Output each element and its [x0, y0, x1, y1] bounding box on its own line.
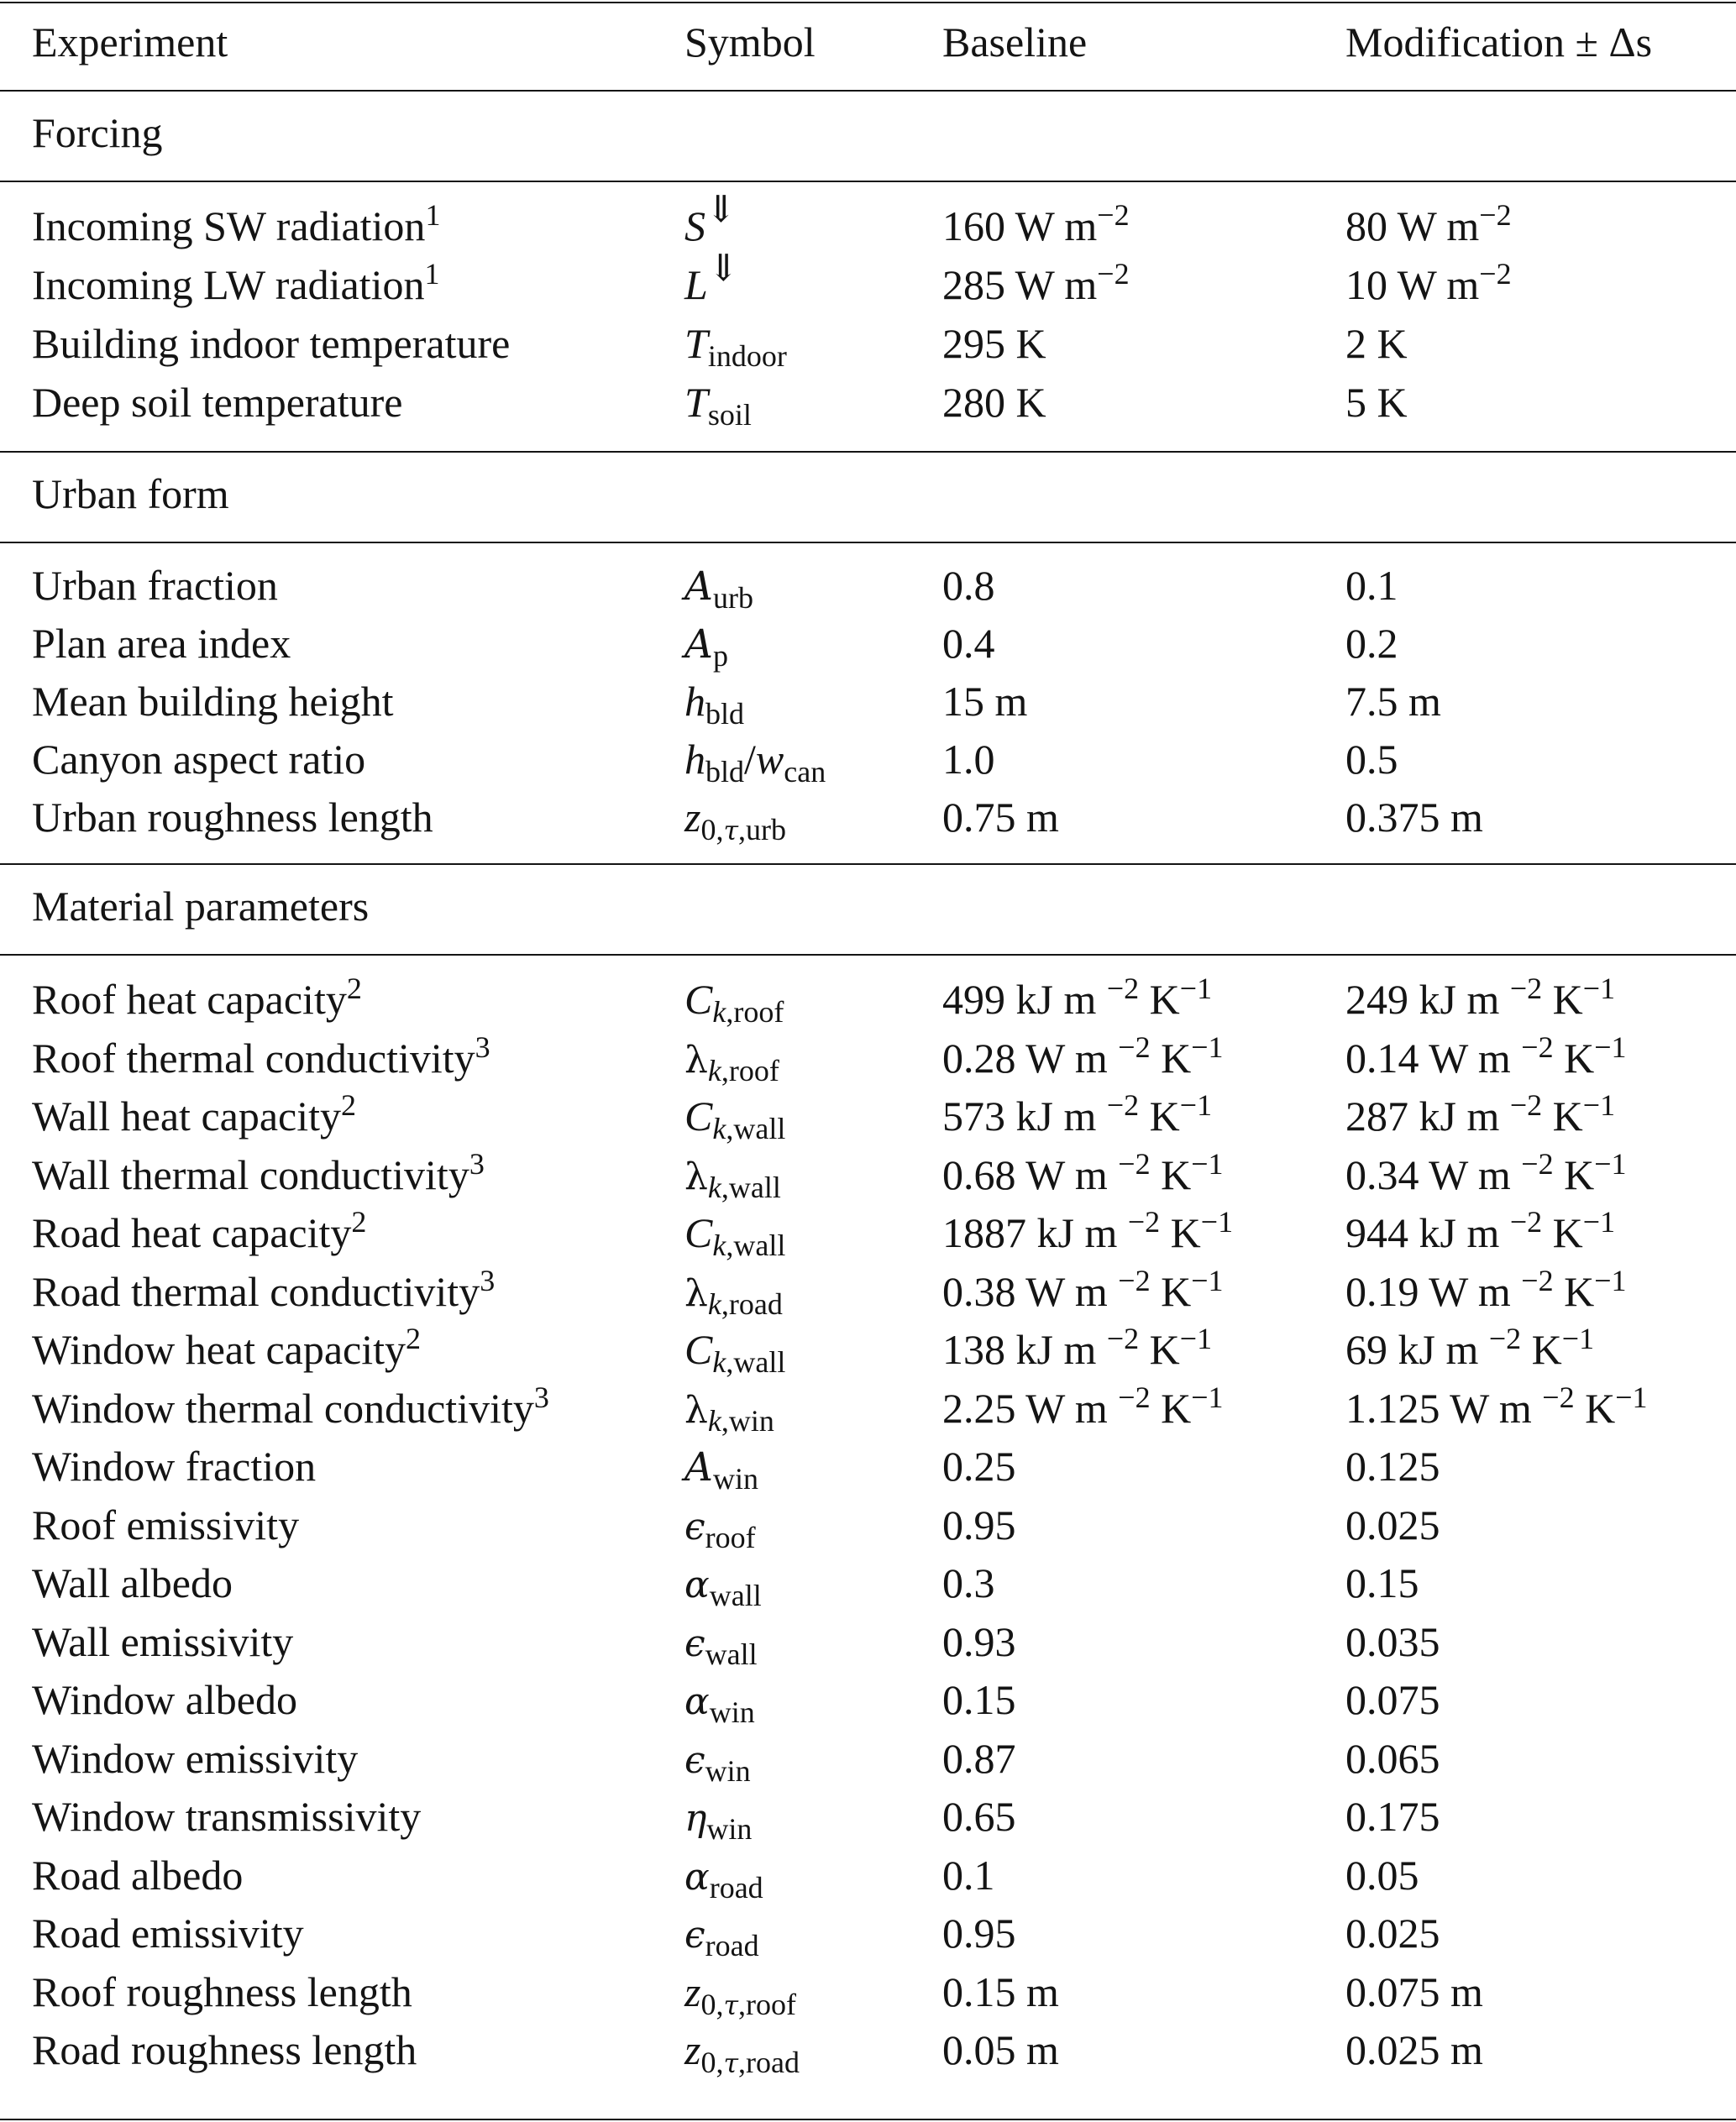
row-label: Window thermal conductivity$^3$	[32, 1380, 549, 1432]
row-baseline: 499 kJ m $^{-2}$ $K^{-1}$	[942, 972, 1213, 1023]
row-modification: 0.34 W m $^{-2}$ $K^{-1}$	[1345, 1146, 1627, 1198]
row-symbol: $z_{0,\tau,road}$	[684, 2026, 800, 2080]
row-baseline: 0.93	[942, 1617, 1016, 1665]
row-modification: 5 K	[1345, 379, 1408, 426]
section-title: Forcing	[32, 109, 163, 156]
row-baseline: 0.28 W m $^{-2}$ $K^{-1}$	[942, 1030, 1224, 1082]
row-modification: 1.125 W m $^{-2}$ $K^{-1}$	[1345, 1380, 1648, 1432]
row-symbol: $\eta_{win}$	[684, 1797, 753, 1847]
header-experiment: Experiment	[32, 18, 228, 65]
row-symbol: $z_{0,\tau,urb}$	[684, 794, 786, 847]
row-symbol: $\epsilon_{win}$	[684, 1738, 751, 1788]
section-rule	[0, 181, 1736, 182]
row-modification: 287 kJ m $^{-2}$ $K^{-1}$	[1345, 1088, 1616, 1140]
row-label: Road emissivity	[32, 1910, 304, 1957]
row-modification: 0.075 m	[1345, 1967, 1483, 2015]
row-symbol: $A_p$	[684, 621, 728, 673]
row-symbol: $\epsilon_{roof}$	[684, 1505, 756, 1554]
row-label: Wall thermal conductivity$^3$	[32, 1146, 485, 1198]
row-baseline: 0.65	[942, 1793, 1016, 1840]
row-baseline: 0.95	[942, 1910, 1016, 1957]
section-title: Material parameters	[32, 883, 370, 930]
row-baseline: 1.0	[942, 736, 995, 783]
row-modification: 249 kJ m $^{-2}$ $K^{-1}$	[1345, 972, 1616, 1023]
header-symbol: Symbol	[684, 18, 816, 65]
row-label: Road roughness length	[32, 2026, 417, 2073]
row-baseline: 285 W $m^{-2}$	[942, 257, 1130, 308]
row-modification: 0.14 W m $^{-2}$ $K^{-1}$	[1345, 1030, 1627, 1082]
row-label: Roof thermal conductivity$^3$	[32, 1030, 490, 1082]
row-baseline: 0.95	[942, 1501, 1016, 1548]
section-rule	[0, 954, 1736, 956]
row-label: Roof heat capacity$^2$	[32, 972, 362, 1023]
row-symbol: $C_{k,wall}$	[684, 1092, 786, 1146]
row-baseline: 573 kJ m $^{-2}$ $K^{-1}$	[942, 1088, 1213, 1140]
row-modification: 0.125	[1345, 1443, 1440, 1490]
row-baseline: 2.25 W m $^{-2}$ $K^{-1}$	[942, 1380, 1224, 1432]
row-modification: 0.025	[1345, 1501, 1440, 1548]
row-label: Deep soil temperature	[32, 379, 403, 426]
row-symbol: $\lambda_{k,wall}$	[684, 1155, 781, 1204]
row-label: Incoming LW radiation$^1$	[32, 257, 440, 308]
row-symbol: $\alpha_{road}$	[684, 1855, 763, 1905]
row-symbol: $\lambda_{k,roof}$	[684, 1038, 779, 1087]
row-symbol: $h_{bld}$	[684, 678, 745, 731]
row-symbol: $\lambda_{k,road}$	[684, 1271, 783, 1321]
row-modification: 10 W $m^{-2}$	[1345, 257, 1512, 308]
row-modification: 0.2	[1345, 620, 1398, 667]
row-baseline: 280 K	[942, 379, 1046, 426]
row-symbol: $T_{indoor}$	[684, 320, 787, 374]
row-label: Window emissivity	[32, 1734, 359, 1782]
row-modification: 0.05	[1345, 1851, 1419, 1899]
row-label: Window fraction	[32, 1443, 317, 1490]
section-rule	[0, 542, 1736, 543]
row-baseline: 160 W $m^{-2}$	[942, 198, 1130, 249]
row-symbol: $\epsilon_{wall}$	[684, 1622, 758, 1671]
row-symbol: S⇓	[684, 188, 737, 249]
row-baseline: 0.05 m	[942, 2026, 1059, 2073]
row-symbol: $\epsilon_{road}$	[684, 1914, 759, 1963]
row-modification: 7.5 m	[1345, 678, 1441, 725]
section-title: Urban form	[32, 470, 229, 517]
row-label: Window heat capacity$^2$	[32, 1322, 422, 1373]
row-symbol: $\alpha_{win}$	[684, 1680, 755, 1730]
row-symbol: $T_{soil}$	[684, 379, 752, 432]
row-modification: 0.025	[1345, 1910, 1440, 1957]
row-baseline: 0.4	[942, 620, 995, 667]
row-baseline: 0.25	[942, 1443, 1016, 1490]
row-label: Wall emissivity	[32, 1617, 294, 1665]
row-modification: 0.075	[1345, 1676, 1440, 1723]
row-symbol: $\lambda_{k,win}$	[684, 1388, 774, 1438]
row-symbol: $z_{0,\tau,roof}$	[684, 1967, 796, 2021]
row-label: Mean building height	[32, 678, 394, 725]
row-symbol: $h_{bld}/w_{can}$	[684, 736, 826, 789]
row-modification: 944 kJ m $^{-2}$ $K^{-1}$	[1345, 1205, 1616, 1256]
row-baseline: 138 kJ m $^{-2}$ $K^{-1}$	[942, 1322, 1213, 1373]
row-baseline: 0.8	[942, 562, 995, 609]
row-baseline: 0.38 W m $^{-2}$ $K^{-1}$	[942, 1263, 1224, 1315]
header-modification: Modification ± Δs	[1345, 18, 1653, 65]
section-rule	[0, 451, 1736, 453]
row-baseline: 295 K	[942, 320, 1046, 367]
row-symbol: $A_{win}$	[684, 1444, 758, 1496]
row-label: Canyon aspect ratio	[32, 736, 366, 783]
row-label: Urban roughness length	[32, 794, 433, 841]
row-baseline: 0.15	[942, 1676, 1016, 1723]
row-label: Plan area index	[32, 620, 291, 667]
row-label: Incoming SW radiation$^1$	[32, 198, 441, 249]
row-symbol: $\alpha_{wall}$	[684, 1564, 762, 1613]
row-modification: 0.5	[1345, 736, 1398, 783]
row-symbol: $C_{k,roof}$	[684, 976, 784, 1030]
row-symbol: $C_{k,wall}$	[684, 1326, 786, 1380]
row-modification: 0.175	[1345, 1793, 1440, 1840]
row-symbol: $A_{urb}$	[684, 563, 753, 616]
row-modification: 0.1	[1345, 562, 1398, 609]
row-modification: 80 W $m^{-2}$	[1345, 198, 1512, 249]
row-symbol: $C_{k,wall}$	[684, 1209, 786, 1263]
row-baseline: 1887 kJ m $^{-2}$ $K^{-1}$	[942, 1205, 1234, 1256]
row-label: Roof emissivity	[32, 1501, 300, 1548]
row-label: Window albedo	[32, 1676, 297, 1723]
bottom-rule	[0, 2119, 1736, 2120]
section-rule	[0, 863, 1736, 865]
row-modification: 0.19 W m $^{-2}$ $K^{-1}$	[1345, 1263, 1627, 1315]
row-label: Window transmissivity	[32, 1793, 422, 1840]
row-baseline: 0.15 m	[942, 1967, 1059, 2015]
row-label: Roof roughness length	[32, 1967, 412, 2015]
row-label: Building indoor temperature	[32, 320, 511, 367]
row-symbol: L⇓	[684, 247, 739, 308]
row-modification: 69 kJ m $^{-2}$ $K^{-1}$	[1345, 1322, 1595, 1373]
top-rule	[0, 2, 1736, 3]
row-label: Road heat capacity$^2$	[32, 1205, 367, 1256]
row-modification: 0.035	[1345, 1617, 1440, 1665]
row-baseline: 0.3	[942, 1559, 995, 1606]
row-modification: 0.375 m	[1345, 794, 1483, 841]
row-label: Wall heat capacity$^2$	[32, 1088, 356, 1140]
row-baseline: 15 m	[942, 678, 1028, 725]
row-modification: 0.025 m	[1345, 2026, 1483, 2073]
row-baseline: 0.75 m	[942, 794, 1059, 841]
row-label: Road thermal conductivity$^3$	[32, 1263, 496, 1315]
row-modification: 2 K	[1345, 320, 1408, 367]
row-baseline: 0.68 W m $^{-2}$ $K^{-1}$	[942, 1146, 1224, 1198]
header-rule	[0, 90, 1736, 92]
row-label: Wall albedo	[32, 1559, 233, 1606]
row-modification: 0.15	[1345, 1559, 1419, 1606]
row-label: Urban fraction	[32, 562, 278, 609]
row-modification: 0.065	[1345, 1734, 1440, 1782]
header-baseline: Baseline	[942, 18, 1088, 65]
row-label: Road albedo	[32, 1851, 244, 1899]
row-baseline: 0.1	[942, 1851, 995, 1899]
row-baseline: 0.87	[942, 1734, 1016, 1782]
